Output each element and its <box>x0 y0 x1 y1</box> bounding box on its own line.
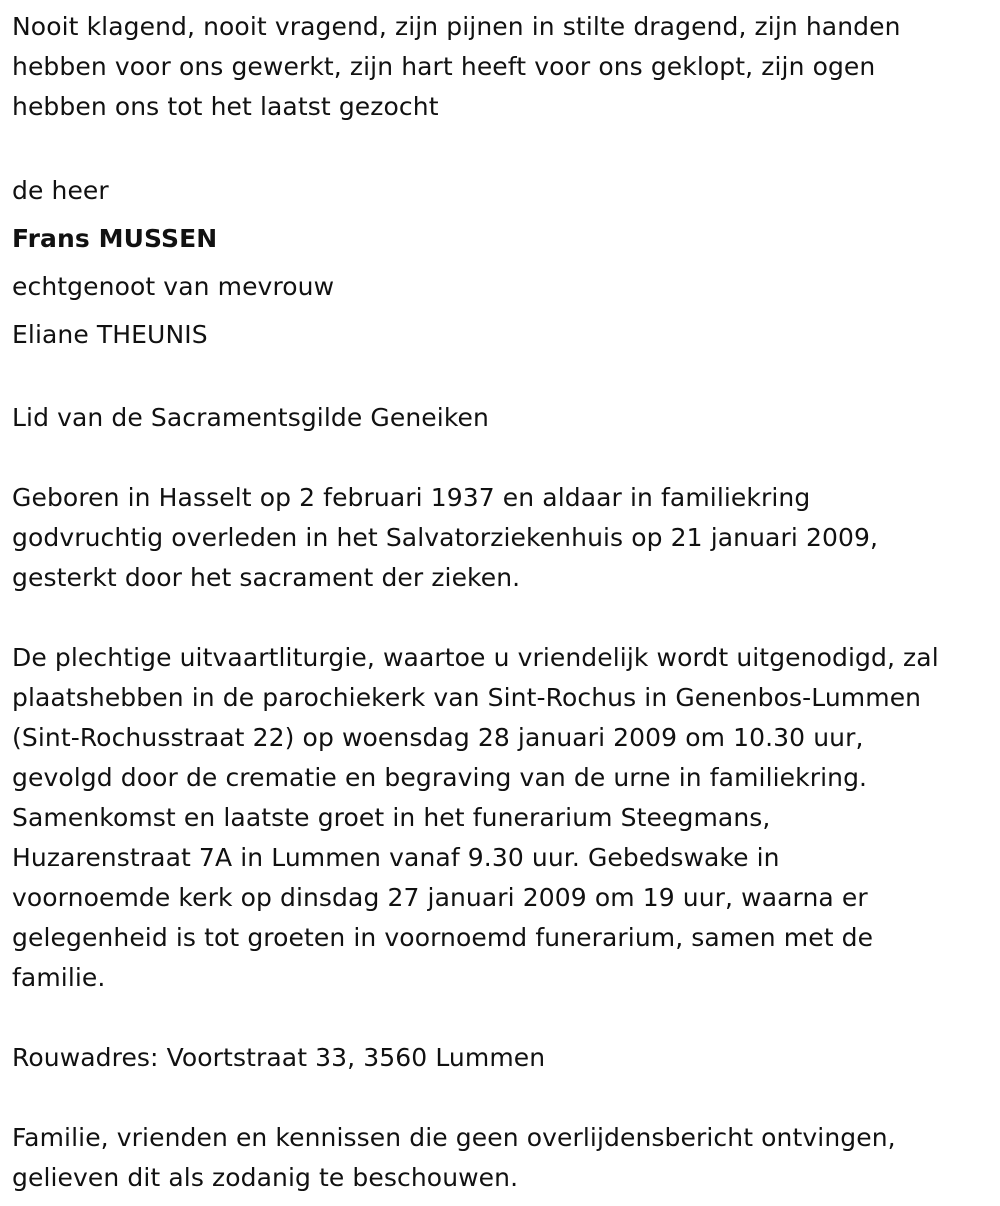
mourning-address: Rouwadres: Voortstraat 33, 3560 Lummen <box>12 1043 546 1072</box>
funeral-line: gelegenheid is tot groeten in voornoemd funerarium, samen met de <box>12 923 874 952</box>
spouse-intro: echtgenoot van mevrouw <box>12 272 335 301</box>
quote-line: hebben voor ons gewerkt, zijn hart heeft voor ons geklopt, zijn ogen <box>12 52 876 81</box>
membership-line: Lid van de Sacramentsgilde Geneiken <box>12 403 489 432</box>
closing-line: Familie, vrienden en kennissen die geen overlijdensbericht ontvingen, <box>12 1123 896 1152</box>
quote-line: hebben ons tot het laatst gezocht <box>12 92 439 121</box>
funeral-line: De plechtige uitvaartliturgie, waartoe u vriendelijk wordt uitgenodigd, zal <box>12 643 939 672</box>
funeral-line: gevolgd door de crematie en begraving van de urne in familiekring. <box>12 763 868 792</box>
obituary-document <box>12 7 996 1198</box>
birth-death-block <box>12 478 996 598</box>
funeral-line: Samenkomst en laatste groet in het funerarium Steegmans, <box>12 803 771 832</box>
birth-death-line: Geboren in Hasselt op 2 februari 1937 en aldaar in familiekring <box>12 483 811 512</box>
funeral-line: Huzarenstraat 7A in Lummen vanaf 9.30 uur. Gebedswake in <box>12 843 780 872</box>
quote-block <box>12 7 996 127</box>
birth-death-line: gesterkt door het sacrament der zieken. <box>12 563 521 592</box>
funeral-line: (Sint-Rochusstraat 22) op woensdag 28 januari 2009 om 10.30 uur, <box>12 723 864 752</box>
title-prefix: de heer <box>12 176 109 205</box>
quote-line: Nooit klagend, nooit vragend, zijn pijnen in stilte dragend, zijn handen <box>12 12 901 41</box>
closing-block <box>12 1118 996 1198</box>
name-block <box>12 167 996 359</box>
birth-death-line: godvruchtig overleden in het Salvatorziekenhuis op 21 januari 2009, <box>12 523 879 552</box>
funeral-line: familie. <box>12 963 106 992</box>
funeral-line: plaatshebben in de parochiekerk van Sint-Rochus in Genenbos-Lummen <box>12 683 922 712</box>
spouse-name: Eliane THEUNIS <box>12 320 208 349</box>
closing-line: gelieven dit als zodanig te beschouwen. <box>12 1163 519 1192</box>
funeral-line: voornoemde kerk op dinsdag 27 januari 2009 om 19 uur, waarna er <box>12 883 868 912</box>
deceased-name: Frans MUSSEN <box>12 224 218 253</box>
funeral-block <box>12 638 996 998</box>
